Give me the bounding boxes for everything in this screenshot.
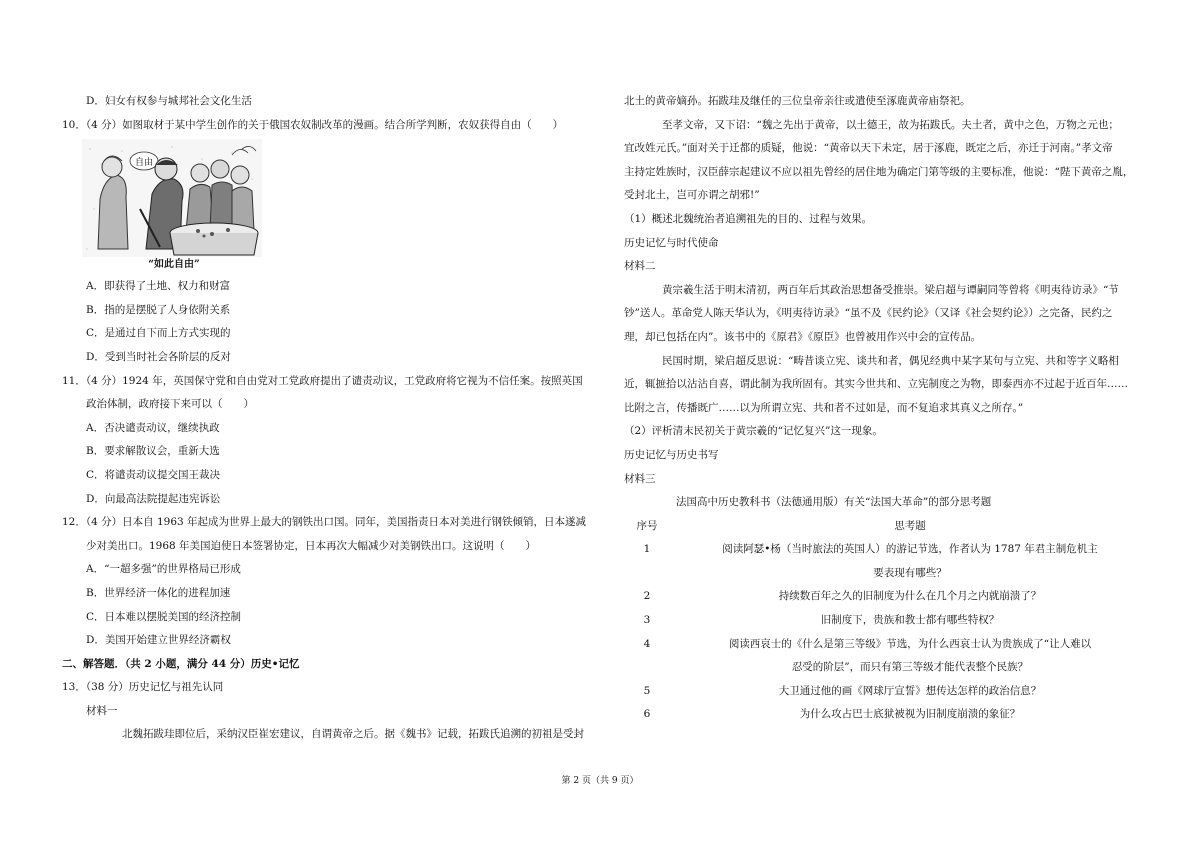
m2-para2-line2: 近，辄摭拾以沾沾自喜，谓此制为我所固有。其实今世共和、立宪制度之为物，即泰西亦不过起于近百年…… bbox=[624, 378, 1128, 391]
material1-text: 北魏拓跋珪即位后，采纳汉臣崔宏建议，自谓黄帝之后。据《魏书》记载，拓跋氏追溯的初祖是受封 bbox=[122, 728, 584, 741]
row-question: 持续数百年之久的旧制度为什么在几个月之内就崩溃了？ bbox=[778, 590, 1042, 603]
m1-para2-line1: 至孝文帝，又下诏：“魏之先出于黄帝，以土德王，故为拓跋氏。夫土者，黄中之色，万物之元也； bbox=[662, 118, 1119, 131]
table-row bbox=[628, 609, 1154, 633]
header-num: 序号 bbox=[636, 519, 658, 532]
q11-stem-line1: 11．（4 分）1924 年，英国保守党和自由党对工党政府提出了谴责动议，工党政府将它视为不信任案。按照英国 bbox=[62, 374, 583, 387]
m1-continuation: 北土的黄帝嫡孙。拓跋珪及继任的三位皇帝亲往或遣使至涿鹿黄帝庙祭祀。 bbox=[624, 95, 971, 107]
q12-option-b: B．世界经济一体化的进程加速 bbox=[86, 586, 231, 599]
header-question: 思考题 bbox=[894, 519, 926, 532]
q12-option-d: D．美国开始建立世界经济霸权 bbox=[86, 634, 231, 647]
serf-freedom-cartoon bbox=[82, 139, 262, 257]
q12-option-a: A．“一超多强”的世界格局已形成 bbox=[86, 563, 241, 576]
sub-question-1: （1）概述北魏统治者追溯祖先的目的、过程与效果。 bbox=[624, 212, 873, 225]
section-heading: 二、解答题．（共 2 小题，满分 44 分）历史•记忆 bbox=[62, 657, 300, 670]
m1-para2-line3: 主持定姓族时，汉臣薛宗起建议不应以祖先曾经的居住地为确定门第等级的主要标准，他说：“陛下黄帝之胤， bbox=[624, 165, 1134, 178]
row-num: 4 bbox=[643, 637, 651, 650]
q10-stem: 10．（4 分）如图取材于某中学生创作的关于俄国农奴制改革的漫画。结合所学判断，农奴获得自由（ ） bbox=[62, 118, 564, 131]
table-title: 法国高中历史教科书（法德通用版）有关“法国大革命”的部分思考题 bbox=[676, 496, 992, 509]
table-row bbox=[628, 538, 1154, 585]
heading-memory-writing: 历史记忆与历史书写 bbox=[624, 448, 719, 461]
left-column bbox=[62, 90, 600, 747]
row-question bbox=[666, 633, 1154, 680]
row-question-line: 阅读阿瑟•杨（当时旅法的英国人）的游记节选，作者认为 1787 年君主制危机主 bbox=[722, 543, 1098, 556]
q10-option-b: B．指的是摆脱了人身依附关系 bbox=[86, 303, 231, 316]
q11-stem-line2: 政治体制，政府接下来可以（ ） bbox=[86, 398, 254, 411]
row-question-line: 阅读西哀士的《什么是第三等级》节选，为什么西哀士认为贵族成了“让人难以 bbox=[728, 637, 1092, 650]
q11-option-a: A．否决谴责动议，继续执政 bbox=[86, 421, 220, 434]
m1-para2-line4: 受封北土，岂可亦谓之胡邪!” bbox=[624, 189, 760, 202]
row-question-line: 忍受的阶层”，而只有第三等级才能代表整个民族？ bbox=[791, 661, 1029, 674]
m2-para2-line3: 比附之言，传播既广……以为所谓立宪、共和者不过如是，而不复追求其真义之所存。” bbox=[624, 401, 1024, 414]
figure-caption: “如此自由” bbox=[148, 259, 200, 271]
q12-stem-line1: 12．（4 分）日本自 1963 年起成为世界上最大的钢铁出口国。同年，美国指责日本对美进行钢铁倾销，日本遂减 bbox=[62, 516, 587, 529]
row-num: 3 bbox=[643, 614, 651, 627]
q13-stem: 13．（38 分）历史记忆与祖先认同 bbox=[62, 681, 224, 694]
cartoon-bubble-text: 自由 bbox=[134, 158, 154, 169]
table-row bbox=[628, 585, 1154, 609]
q12-stem-line2: 少对美出口。1968 年美国迫使日本签署协定，日本再次大幅减少对美钢铁出口。这说明（ ） bbox=[86, 539, 537, 552]
m2-para2-line1: 民国时期，梁启超反思说：“畴昔谈立宪、谈共和者，偶见经典中某字某句与立宪、共和等字义略相 bbox=[662, 354, 1119, 367]
row-question: 大卫通过他的画《网球厅宣誓》想传达怎样的政治信息？ bbox=[778, 684, 1042, 697]
sub-question-2: （2）评析清末民初关于黄宗羲的“记忆复兴”这一现象。 bbox=[624, 425, 883, 438]
m2-para1-line2: 钞”送人。革命党人陈天华认为，《明夷待访录》“虽不及《民约论》（又译《社会契约论》）之完备，民约之 bbox=[624, 307, 1113, 320]
q9-option-d: D．妇女有权参与城邦社会文化生活 bbox=[86, 95, 252, 107]
table-row bbox=[628, 633, 1154, 680]
row-question-line: 要表现有哪些？ bbox=[873, 566, 947, 579]
questions-table bbox=[628, 515, 1154, 727]
row-num: 6 bbox=[643, 708, 651, 721]
q10-option-d: D．受到当时社会各阶层的反对 bbox=[86, 350, 231, 363]
table-row bbox=[628, 703, 1154, 727]
table-row bbox=[628, 680, 1154, 704]
page-footer: 第 2 页（共 9 页） bbox=[561, 776, 639, 786]
m1-para2-line2: 宜改姓元氏。”面对关于迁都的质疑，他说：“黄帝以天下未定，居于涿鹿，既定之后，亦迁于河南。”孝文帝 bbox=[624, 142, 1113, 155]
table-header-row bbox=[628, 515, 1154, 539]
q10-option-a: A．即获得了土地、权力和财富 bbox=[86, 280, 231, 293]
q10-option-c: C．是通过自下而上方式实现的 bbox=[86, 327, 231, 340]
q12-option-c: C．日本难以摆脱美国的经济控制 bbox=[86, 610, 242, 623]
material3-label: 材料三 bbox=[624, 472, 656, 485]
right-column bbox=[624, 90, 1160, 727]
m2-para1-line3: 理，却已包括在内”。该书中的《原君》《原臣》也曾被用作兴中会的宣传品。 bbox=[624, 330, 982, 343]
row-question: 为什么攻占巴士底狱被视为旧制度崩溃的象征？ bbox=[799, 708, 1021, 721]
row-question bbox=[666, 538, 1154, 585]
q11-option-c: C．将谴责动议提交国王裁决 bbox=[86, 468, 221, 481]
material1-label: 材料一 bbox=[86, 704, 118, 717]
row-question: 旧制度下，贵族和教士都有哪些特权？ bbox=[820, 614, 1000, 627]
q11-option-d: D．向最高法院提起违宪诉讼 bbox=[86, 492, 221, 505]
row-num: 2 bbox=[643, 590, 651, 603]
q10-cartoon-figure bbox=[82, 139, 262, 273]
m2-para1-line1: 黄宗羲生活于明末清初，两百年后其政治思想备受推崇。梁启超与谭嗣同等曾将《明夷待访录》“节 bbox=[662, 283, 1119, 296]
heading-memory-mission: 历史记忆与时代使命 bbox=[624, 236, 719, 249]
q11-option-b: B．要求解散议会，重新大选 bbox=[86, 445, 220, 458]
row-num: 5 bbox=[643, 684, 651, 697]
row-num: 1 bbox=[643, 543, 651, 556]
material2-label: 材料二 bbox=[624, 260, 656, 273]
